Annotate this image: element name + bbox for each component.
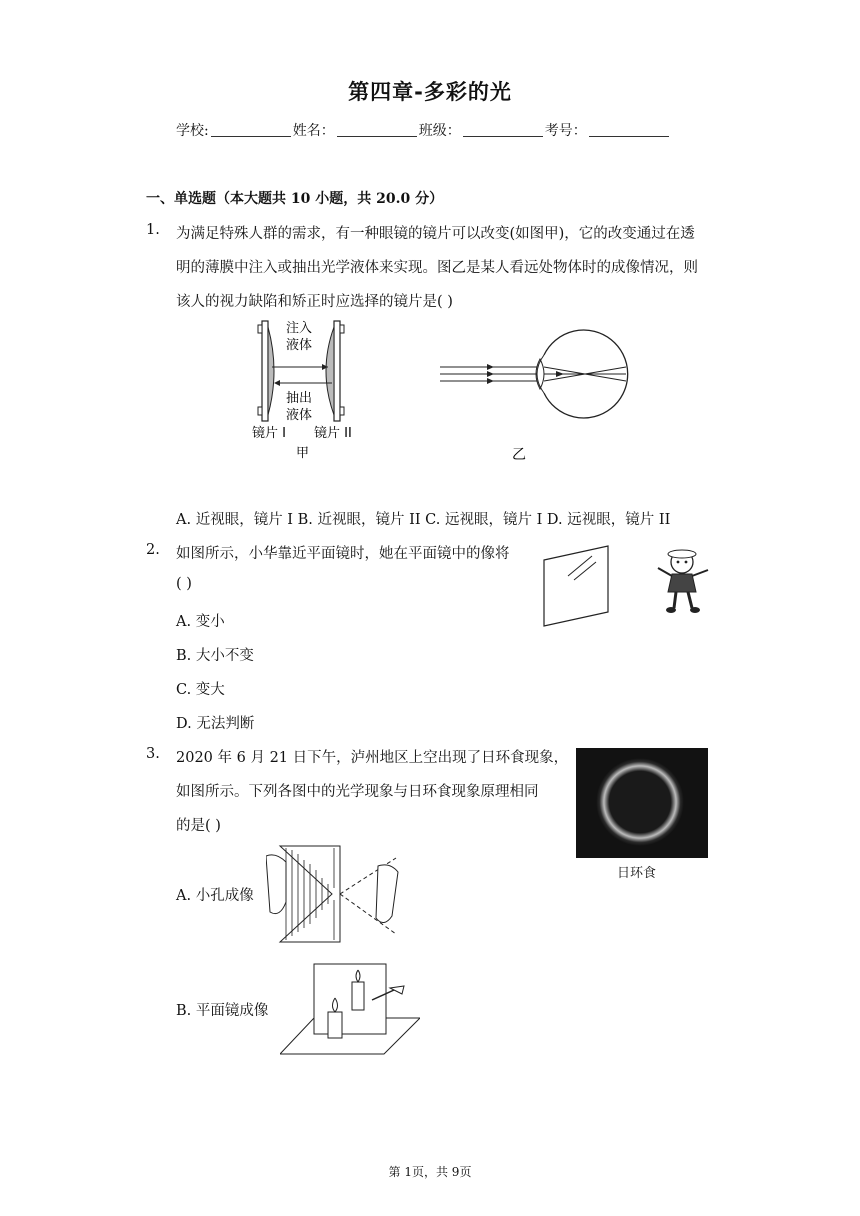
q3-line-2: 如图所示。下列各图中的光学现象与日环食现象原理相同 [176, 784, 539, 800]
q2-option-b[interactable]: B. 大小不变 [176, 648, 254, 664]
q2-line-1: 如图所示，小华靠近平面镜时，她在平面镜中的像将 [176, 546, 510, 562]
q2-option-d[interactable]: D. 无法判断 [176, 716, 255, 732]
school-label: 学校: [176, 123, 209, 139]
lens-figure-jia [248, 315, 378, 463]
fig-yi-label: 乙 [512, 447, 526, 463]
annular-eclipse-photo [576, 748, 708, 860]
lens-2-label: 镜片 II [314, 426, 352, 441]
mirror-figure [536, 540, 726, 630]
class-blank [463, 123, 543, 137]
q2-option-c[interactable]: C. 变大 [176, 682, 225, 698]
school-blank [211, 123, 291, 137]
q1-line-2: 明的薄膜中注入或抽出光学液体来实现。图乙是某人看远处物体时的成像情况，则 [176, 260, 698, 276]
pinhole-figure [266, 842, 412, 946]
extract-label-1: 抽出 [286, 391, 313, 406]
name-blank [337, 123, 417, 137]
q3-option-a[interactable]: A. 小孔成像 [176, 888, 254, 904]
inject-label-2: 液体 [286, 338, 313, 353]
extract-label-2: 液体 [286, 408, 313, 423]
page-title: 第四章-多彩的光 [348, 80, 512, 104]
plane-mirror-figure [280, 960, 420, 1056]
q3-line-3: 的是( ) [176, 818, 221, 834]
q2-number: 2. [146, 542, 160, 558]
exam-no-blank [589, 123, 669, 137]
q3-option-b[interactable]: B. 平面镜成像 [176, 1003, 269, 1019]
q2-option-a[interactable]: A. 变小 [176, 614, 225, 630]
q2-line-2: ( ) [176, 576, 192, 592]
page-footer: 第 1页，共 9页 [388, 1165, 472, 1179]
name-label: 姓名： [292, 123, 335, 139]
exam-no-label: 考号： [544, 123, 587, 139]
q1-options: A. 近视眼，镜片 I B. 近视眼，镜片 II C. 远视眼，镜片 I D. 远视眼，镜片 II [176, 512, 671, 528]
q3-number: 3. [146, 746, 160, 762]
fig-jia-label: 甲 [296, 446, 310, 461]
section-heading: 一、单选题（本大题共 10 小题，共 20.0 分） [146, 191, 444, 207]
eclipse-caption: 日环食 [617, 866, 657, 881]
inject-label-1: 注入 [286, 321, 313, 336]
q1-line-1: 为满足特殊人群的需求，有一种眼镜的镜片可以改变(如图甲)，它的改变通过在透 [176, 226, 695, 242]
student-info-line [176, 120, 671, 140]
class-label: 班级： [418, 123, 461, 139]
q1-line-3: 该人的视力缺陷和矫正时应选择的镜片是( ) [176, 294, 453, 310]
q1-number: 1. [146, 222, 160, 238]
lens-1-label: 镜片 I [252, 426, 286, 441]
q3-line-1: 2020 年 6 月 21 日下午，泸州地区上空出现了日环食现象， [176, 750, 569, 766]
eye-figure-yi [436, 325, 636, 465]
